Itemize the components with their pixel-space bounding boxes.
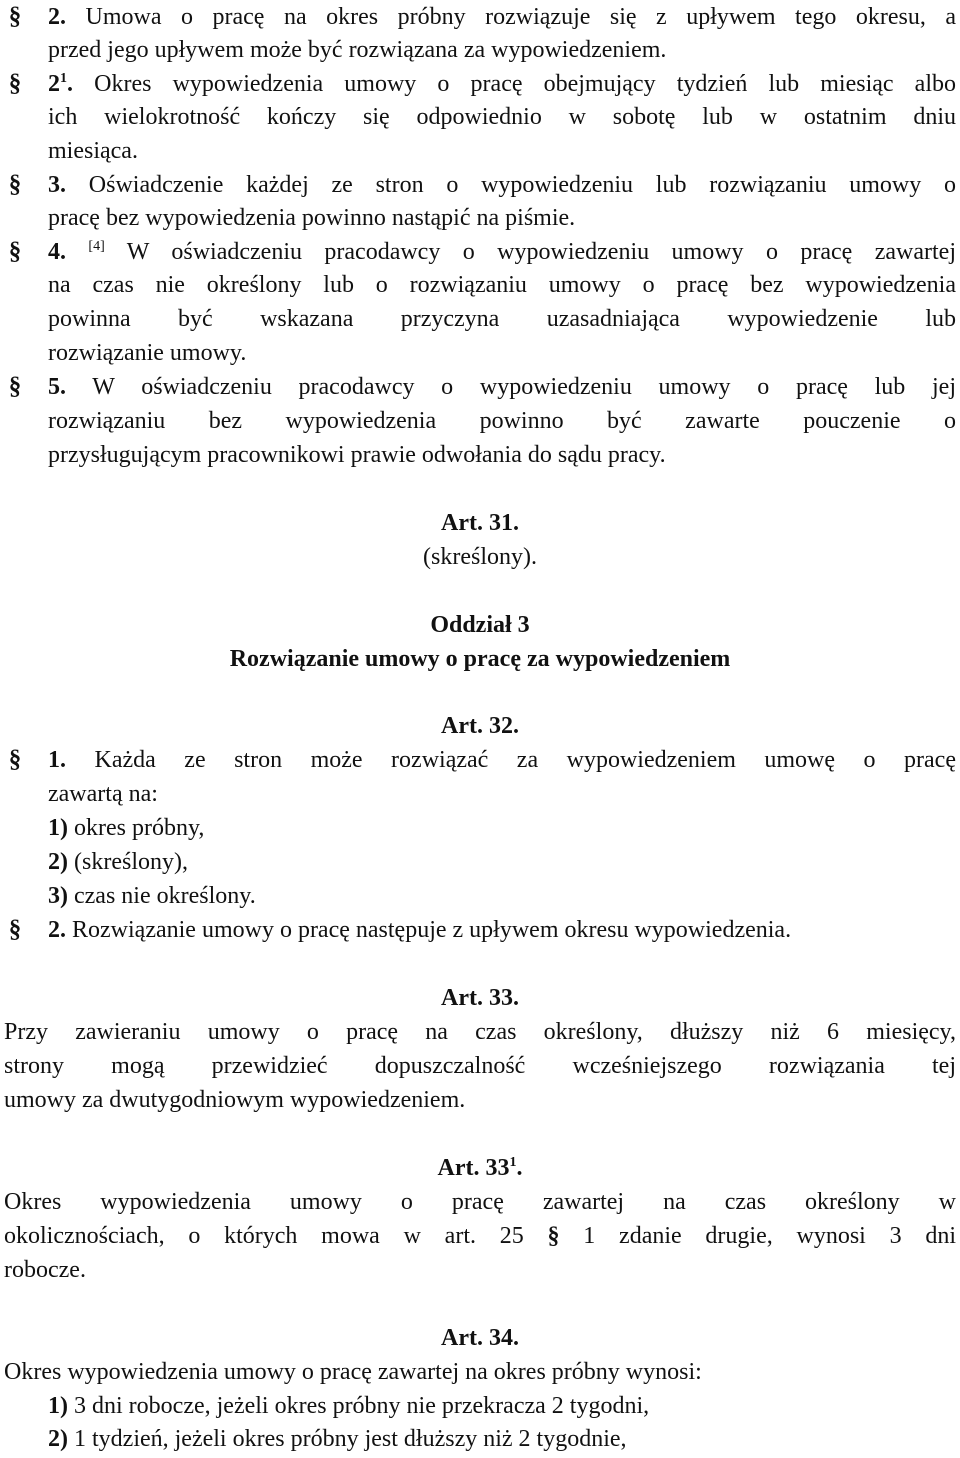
division-subtitle: Rozwiązanie umowy o pracę za wypowiedzeniem: [229, 646, 731, 672]
article-34-title: Art. 34.: [441, 1325, 519, 1351]
paragraph-4-number: 4.: [48, 239, 66, 265]
article-34-intro: Okres wypowiedzenia umowy o pracę zawartej na okres próbny wynosi:: [4, 1359, 702, 1385]
article-33-1-line-1: Okres wypowiedzenia umowy o pracę zawartej na czas określony w: [4, 1189, 956, 1215]
paragraph-5-number: 5.: [48, 374, 66, 400]
footnote-ref: [4]: [88, 239, 105, 254]
list-item: 3) czas nie określony.: [48, 883, 256, 909]
article-31-text: (skreślony).: [423, 544, 537, 570]
article-33-line-3: umowy za dwutygodniowym wypowiedzeniem.: [4, 1087, 466, 1113]
list-item: 1) 3 dni robocze, jeżeli okres próbny nie przekracza 2 tygodni,: [48, 1393, 650, 1419]
paragraph-2-line-1: 2. Umowa o pracę na okres próbny rozwiązuje się z upływem tego okresu, a: [48, 4, 957, 30]
article-33-line-2: strony mogą przewidzieć dopuszczalność wcześniejszego rozwiązania tej: [4, 1053, 956, 1079]
paragraph-4-line-1: 4. [4] W oświadczeniu pracodawcy o wypowiedzeniu umowy o pracę zawartej: [48, 239, 956, 265]
section-sign-icon: §: [547, 1223, 560, 1249]
paragraph-3-number: 3.: [48, 172, 66, 198]
article-32-title: Art. 32.: [441, 713, 519, 739]
section-sign-icon: §: [8, 373, 22, 400]
article-32-p2-number: 2.: [48, 917, 66, 943]
section-sign-icon: §: [8, 746, 22, 773]
paragraph-2-1-line-2: ich wielokrotność kończy się odpowiednio w sobotę lub w ostatnim dniu: [48, 104, 956, 130]
paragraph-3-line-2: pracę bez wypowiedzenia powinno nastąpić na piśmie.: [48, 205, 576, 231]
division-title: Oddział 3: [430, 612, 530, 638]
paragraph-5-line-3: przysługującym pracownikowi prawie odwołania do sądu pracy.: [48, 442, 666, 468]
article-31-title: Art. 31.: [441, 510, 519, 536]
section-sign-icon: §: [8, 238, 22, 265]
article-32-p1-number: 1.: [48, 747, 66, 773]
article-32-p2: 2. Rozwiązanie umowy o pracę następuje z upływem okresu wypowiedzenia.: [48, 917, 792, 943]
paragraph-2-line-2: przed jego upływem może być rozwiązana za wypowiedzeniem.: [48, 37, 667, 63]
paragraph-5-line-1: 5. W oświadczeniu pracodawcy o wypowiedzeniu umowy o pracę lub jej: [48, 374, 956, 400]
list-item: 1) okres próbny,: [48, 815, 205, 841]
paragraph-3-line-1: 3. Oświadczenie każdej ze stron o wypowiedzeniu lub rozwiązaniu umowy o: [48, 172, 956, 198]
paragraph-2-1-line-3: miesiąca.: [48, 138, 138, 164]
paragraph-4-line-2: na czas nie określony lub o rozwiązaniu umowy o pracę bez wypowiedzenia: [48, 272, 956, 298]
article-33-1-line-2: okolicznościach, o których mowa w art. 25 § 1 zdanie drugie, wynosi 3 dni: [4, 1223, 957, 1249]
section-sign-icon: §: [8, 70, 22, 97]
article-32-p1-line-1: 1. Każda ze stron może rozwiązać za wypowiedzeniem umowę o pracę: [48, 747, 956, 773]
paragraph-5-line-2: rozwiązaniu bez wypowiedzenia powinno być zawarte pouczenie o: [48, 408, 956, 434]
article-33-line-1: Przy zawieraniu umowy o pracę na czas określony, dłuższy niż 6 miesięcy,: [4, 1019, 956, 1045]
paragraph-2-1-line-1: $2^1$. Okres wypowiedzenia umowy o pracę obejmujący tydzień lub miesiąc albo: [48, 71, 957, 97]
section-sign-icon: §: [8, 916, 22, 943]
list-item: 2) (skreślony),: [48, 849, 188, 875]
paragraph-2-number: 2.: [48, 4, 66, 30]
list-item: 2) 1 tydzień, jeżeli okres próbny jest dłuższy niż 2 tygodnie,: [48, 1426, 627, 1452]
article-32-p1-line-2: zawartą na:: [48, 781, 158, 807]
paragraph-4-line-3: powinna być wskazana przyczyna uzasadniająca wypowiedzenie lub: [48, 306, 956, 332]
paragraph-2-1-number: $2^1$.: [48, 71, 73, 97]
paragraph-4-line-4: rozwiązanie umowy.: [48, 340, 247, 366]
section-sign-icon: §: [8, 171, 22, 198]
article-33-1-title: Art. $33^1$.: [437, 1155, 523, 1181]
article-33-1-line-3: robocze.: [4, 1257, 86, 1283]
article-33-title: Art. 33.: [441, 985, 519, 1011]
section-sign-icon: §: [8, 3, 22, 30]
